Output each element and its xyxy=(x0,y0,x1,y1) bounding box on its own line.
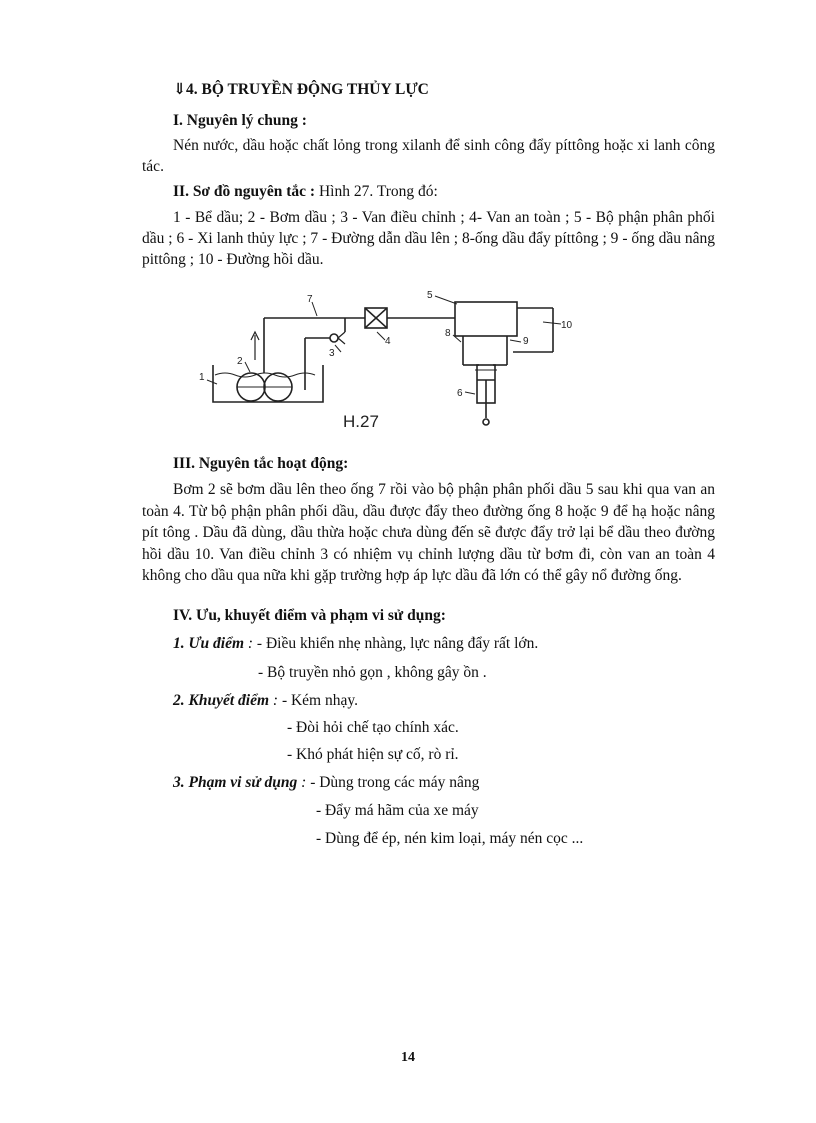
label-9: 9 xyxy=(523,336,529,347)
figure-caption: H.27 xyxy=(343,412,379,431)
scope-line: 3. Phạm vi sử dụng : - Dùng trong các máy nâng xyxy=(173,774,480,791)
scope-item: - Dùng để ép, nén kim loại, máy nén cọc ... xyxy=(316,830,584,847)
label-10: 10 xyxy=(561,320,573,331)
disadvantages-line: 2. Khuyết điểm : - Kém nhạy. xyxy=(173,692,358,709)
label-3: 3 xyxy=(329,348,335,359)
section2-title: II. Sơ đồ nguyên tắc : Hình 27. Trong đó: xyxy=(173,183,438,200)
section1-title: I. Nguyên lý chung : xyxy=(173,112,307,129)
disadvantages-label: 2. Khuyết điểm xyxy=(173,692,270,709)
section1-body: Nén nước, dầu hoặc chất lỏng trong xilanh để sinh công đẩy píttông hoặc xi lanh công tác. xyxy=(142,137,715,175)
oil-surface xyxy=(215,373,315,377)
section2-body: 1 - Bể dầu; 2 - Bơm dầu ; 3 - Van điều chỉnh ; 4- Van an toàn ; 5 - Bộ phận phân phối dầu ; 6 - Xi lanh thủy lực ; 7 - Đường dẫn dầu lên ; 8-ống dầu đẩy píttông ; 9 - ống dầu nâng pittông ; 10 - Đường hồi dầu. xyxy=(142,209,715,268)
label-5: 5 xyxy=(427,290,433,301)
label-8: 8 xyxy=(445,328,451,339)
advantages-line: 1. Ưu điểm : - Điều khiển nhẹ nhàng, lực nâng đẩy rất lớn. xyxy=(173,635,539,652)
scope-label: 3. Phạm vi sử dụng xyxy=(173,774,298,791)
label-7: 7 xyxy=(307,294,313,305)
distributor-5 xyxy=(455,302,517,336)
scope-item: - Đẩy má hãm của xe máy xyxy=(316,802,479,819)
disadvantage-item: - Khó phát hiện sự cố, rò rỉ. xyxy=(287,746,459,763)
section3-title: III. Nguyên tắc hoạt động: xyxy=(173,455,349,472)
label-1: 1 xyxy=(199,372,205,383)
advantage-item: - Bộ truyền nhỏ gọn , không gây ồn . xyxy=(258,664,487,681)
advantages-label: 1. Ưu điểm xyxy=(173,635,244,652)
hydraulic-diagram xyxy=(195,280,575,440)
disadvantage-item: - Đòi hỏi chế tạo chính xác. xyxy=(287,719,459,736)
label-2: 2 xyxy=(237,356,243,367)
section3-body: Bơm 2 sẽ bơm dầu lên theo ống 7 rồi vào bộ phận phân phối dầu 5 sau khi qua van an toàn 4. Từ bộ phận phân phối dầu, dầu được đẩy theo đường ống 8 hoặc 9 để hạ hoặc nâng pít tông . Dầu đã dùng, dầu thừa hoặc chưa dùng đến sẽ được đẩy trở lại bể dầu theo đường hồi dầu 10. Van điều chỉnh 3 có nhiệm vụ chỉnh lượng dầu từ bơm đi, còn van an toàn 4 không cho dầu qua nữa khi gặp trường hợp áp lực dầu đã lớn có thể gây nổ đường ống. xyxy=(142,481,715,584)
section4-title: IV. Ưu, khuyết điểm và phạm vi sử dụng: xyxy=(173,607,446,624)
page-number: 14 xyxy=(401,1050,415,1065)
label-6: 6 xyxy=(457,388,463,399)
regulator-valve-3 xyxy=(330,334,338,342)
down-arrow-icon: ⇓ xyxy=(173,81,186,98)
section-heading: ⇓4. BỘ TRUYỀN ĐỘNG THỦY LỰC xyxy=(173,81,429,98)
label-4: 4 xyxy=(385,336,391,347)
